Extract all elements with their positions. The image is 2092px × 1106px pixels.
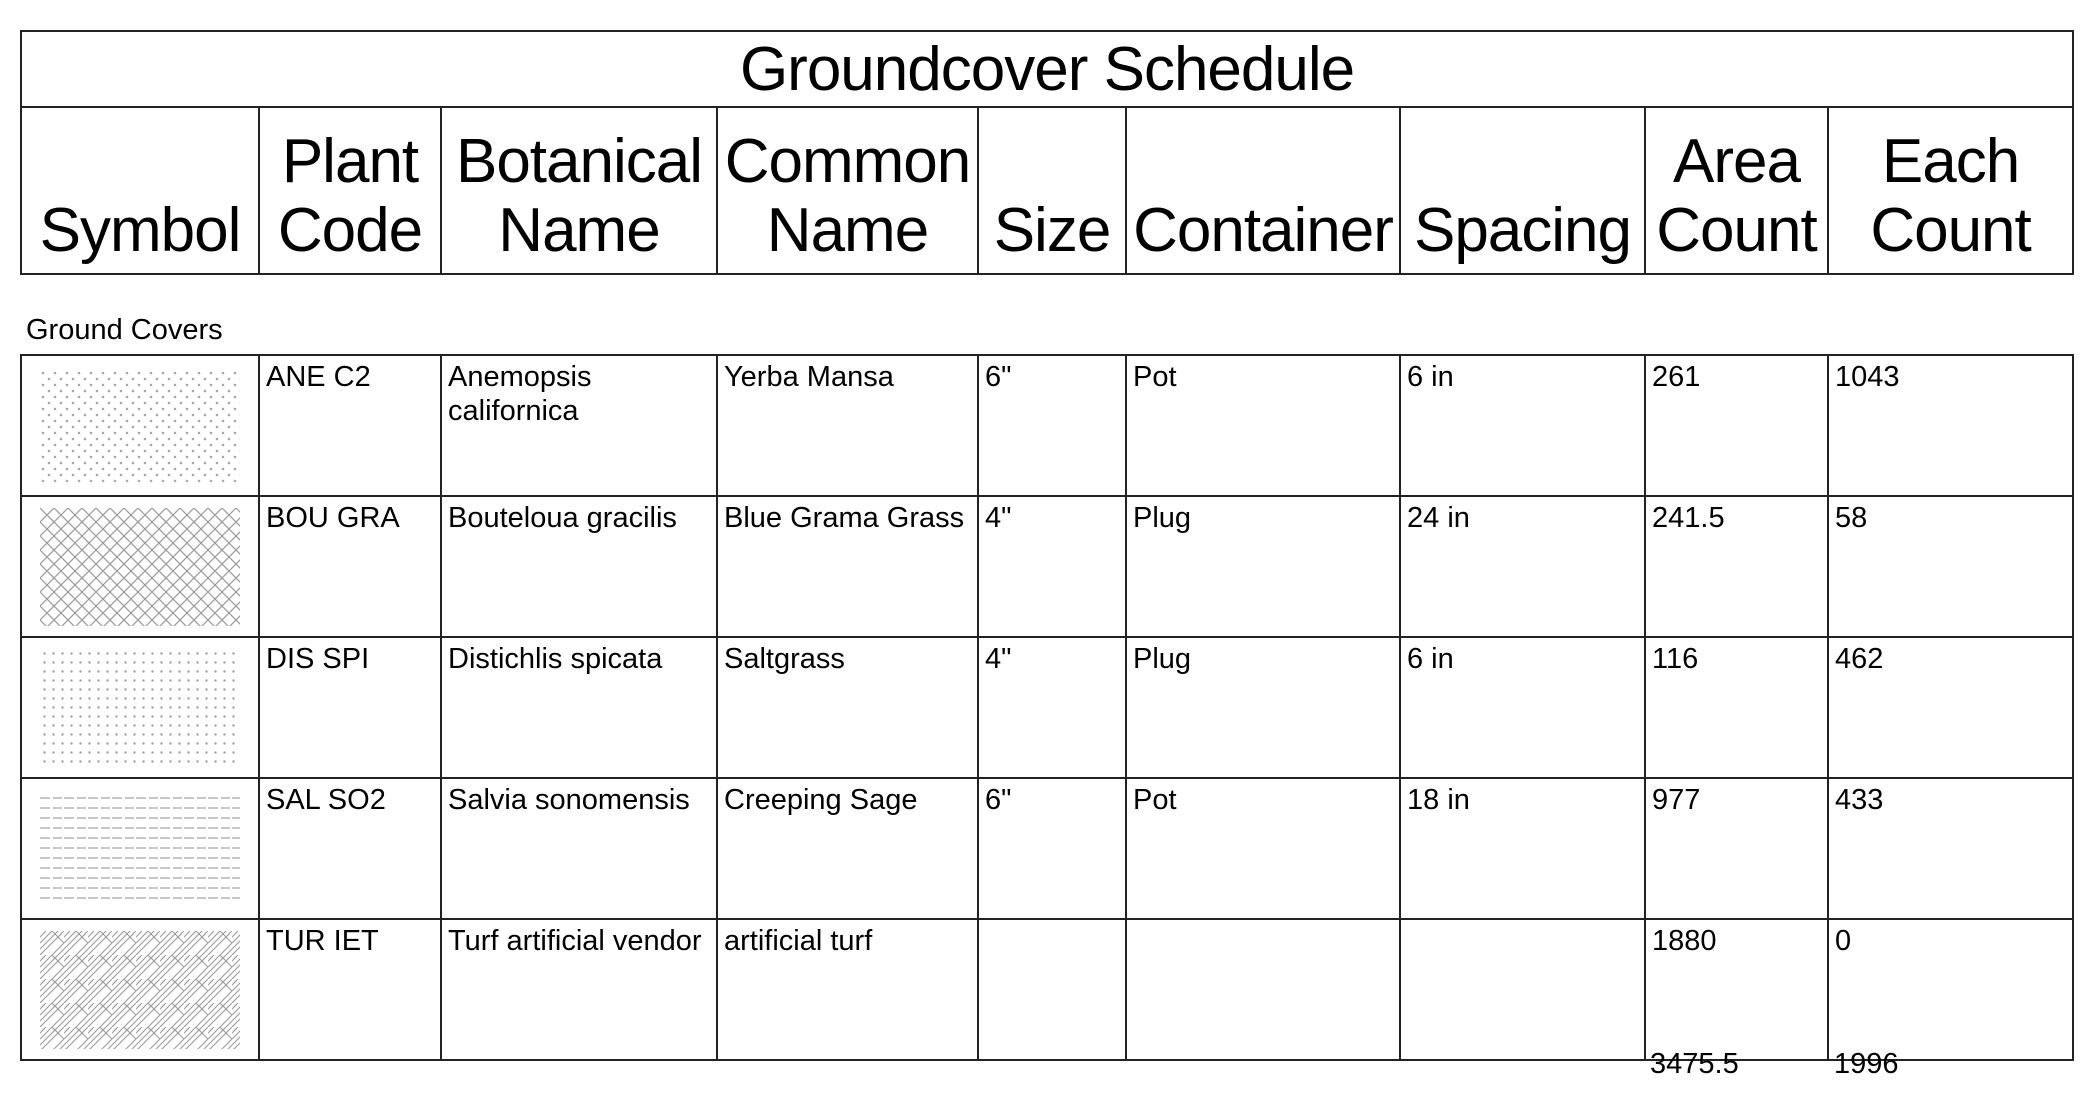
dashed-lines-hatch-icon — [40, 793, 240, 905]
botanical-name-cell: Salvia sonomensis — [441, 778, 717, 919]
common-name-cell: artificial turf — [717, 919, 978, 1060]
plant-code-cell: SAL SO2 — [259, 778, 441, 919]
total-area-count: 3475.5 — [1650, 1048, 1739, 1080]
header-line-1: Common — [724, 127, 971, 196]
area-count-cell: 977 — [1645, 778, 1828, 919]
area-count-cell: 116 — [1645, 637, 1828, 778]
schedule-data-table — [20, 354, 2074, 1061]
symbol-cell — [21, 637, 259, 778]
header-line-1: Botanical — [455, 127, 703, 196]
column-header-row — [21, 107, 2073, 274]
table-row — [21, 496, 2073, 637]
header-line-2: Count — [1870, 196, 2031, 265]
common-name-cell: Yerba Mansa — [717, 355, 978, 496]
column-header-size — [978, 107, 1126, 274]
spacing-cell: 6 in — [1400, 637, 1645, 778]
size-cell: 6" — [978, 355, 1126, 496]
area-count-cell: 261 — [1645, 355, 1828, 496]
herringbone-hatch-icon — [40, 931, 240, 1049]
botanical-name-cell: Distichlis spicata — [441, 637, 717, 778]
table-row — [21, 919, 2073, 1060]
symbol-cell — [21, 355, 259, 496]
common-name-cell: Creeping Sage — [717, 778, 978, 919]
header-line-2: Size — [993, 196, 1111, 265]
header-line-2: Count — [1656, 196, 1817, 265]
size-cell: 4" — [978, 637, 1126, 778]
table-row — [21, 637, 2073, 778]
table-row — [21, 778, 2073, 919]
area-count-cell: 1880 — [1645, 919, 1828, 1060]
header-line-2: Name — [498, 196, 660, 265]
header-line-1: Plant — [281, 127, 419, 196]
plant-code-cell: TUR IET — [259, 919, 441, 1060]
spacing-cell: 18 in — [1400, 778, 1645, 919]
area-count-cell: 241.5 — [1645, 496, 1828, 637]
column-header-symbol — [21, 107, 259, 274]
column-header-botanical-name — [441, 107, 717, 274]
spacing-cell: 24 in — [1400, 496, 1645, 637]
column-header-container — [1126, 107, 1400, 274]
container-cell: Plug — [1126, 496, 1400, 637]
column-header-common-name — [717, 107, 978, 274]
container-cell — [1126, 919, 1400, 1060]
size-cell: 6" — [978, 778, 1126, 919]
botanical-name-cell: Turf artificial vendor — [441, 919, 717, 1060]
common-name-cell: Blue Grama Grass — [717, 496, 978, 637]
header-line-1: Each — [1881, 127, 2020, 196]
container-cell: Pot — [1126, 778, 1400, 919]
schedule-title: Groundcover Schedule — [21, 31, 2073, 107]
header-line-2: Code — [277, 196, 423, 265]
sparse-dot-hatch-icon — [40, 370, 240, 482]
plant-code-cell: DIS SPI — [259, 637, 441, 778]
total-each-count: 1996 — [1834, 1048, 1899, 1080]
container-cell: Pot — [1126, 355, 1400, 496]
section-label-ground-covers: Ground Covers — [26, 314, 223, 346]
size-cell: 4" — [978, 496, 1126, 637]
symbol-cell — [21, 919, 259, 1060]
column-header-area-count — [1645, 107, 1828, 274]
each-count-cell: 462 — [1828, 637, 2073, 778]
column-header-spacing — [1400, 107, 1645, 274]
spacing-cell — [1400, 919, 1645, 1060]
header-line-2: Symbol — [39, 196, 241, 265]
crosshatch-icon — [40, 508, 240, 626]
symbol-cell — [21, 778, 259, 919]
header-line-1: Area — [1673, 127, 1800, 196]
spacing-cell: 6 in — [1400, 355, 1645, 496]
symbol-cell — [21, 496, 259, 637]
header-line-2: Name — [766, 196, 929, 265]
common-name-cell: Saltgrass — [717, 637, 978, 778]
column-header-plant-code — [259, 107, 441, 274]
size-cell — [978, 919, 1126, 1060]
botanical-name-cell: Anemopsis californica — [441, 355, 717, 496]
each-count-cell: 0 — [1828, 919, 2073, 1060]
table-row — [21, 355, 2073, 496]
schedule-header-table — [20, 30, 2074, 275]
plant-code-cell: ANE C2 — [259, 355, 441, 496]
each-count-cell: 433 — [1828, 778, 2073, 919]
column-header-each-count — [1828, 107, 2073, 274]
dense-dot-grid-icon — [40, 649, 240, 767]
plant-code-cell: BOU GRA — [259, 496, 441, 637]
each-count-cell: 58 — [1828, 496, 2073, 637]
container-cell: Plug — [1126, 637, 1400, 778]
header-line-2: Container — [1133, 196, 1393, 265]
header-line-2: Spacing — [1413, 196, 1632, 265]
each-count-cell: 1043 — [1828, 355, 2073, 496]
botanical-name-cell: Bouteloua gracilis — [441, 496, 717, 637]
